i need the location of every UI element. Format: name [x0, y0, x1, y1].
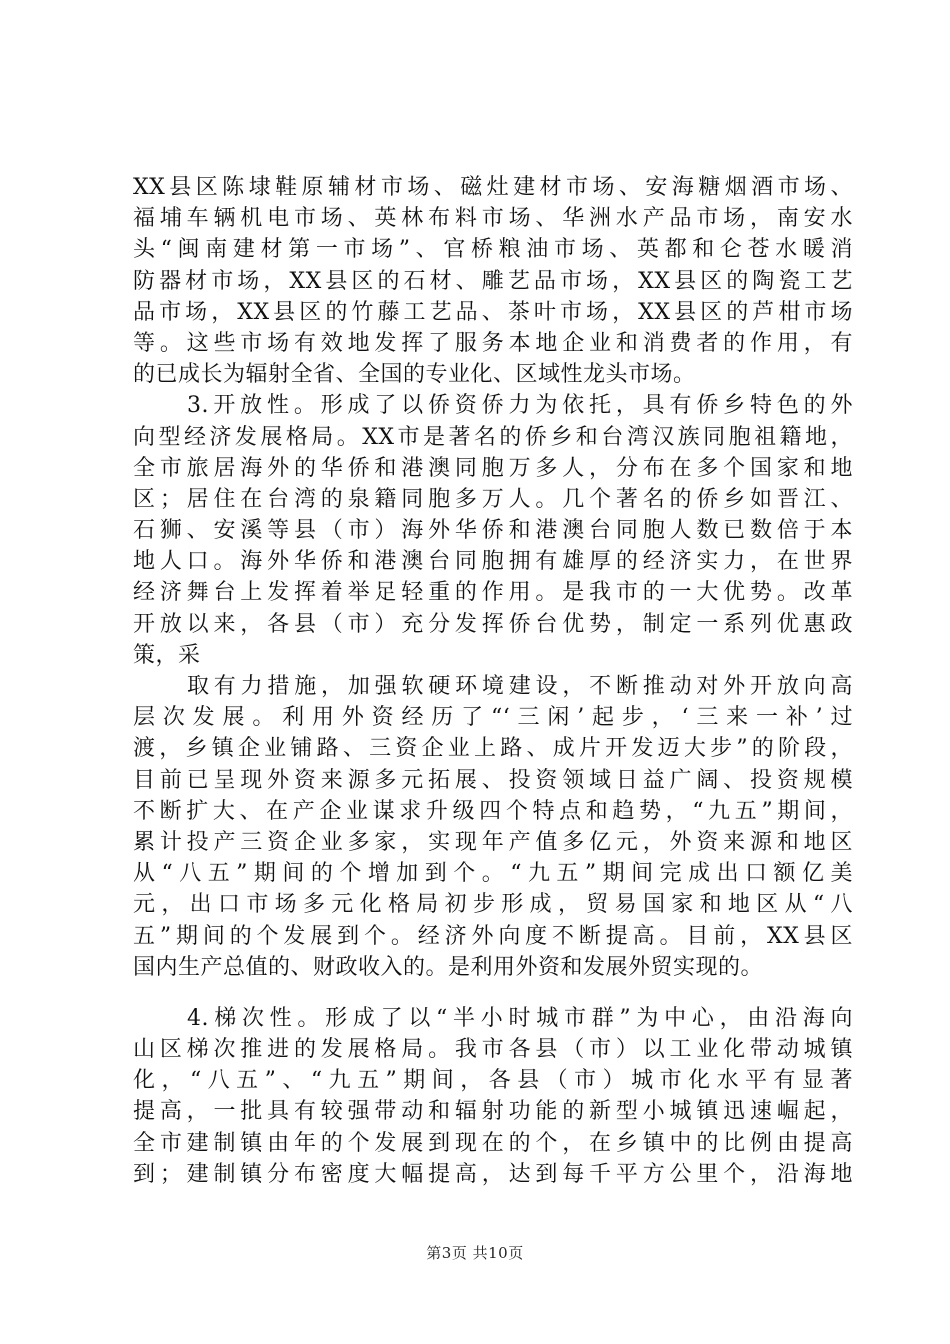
- text-line: 全市建制镇由年的个发展到现在的个，在乡镇中的比例由提高: [133, 1130, 853, 1156]
- text-line: 策，采: [133, 642, 201, 668]
- text-line: 层次发展。利用外资经历了“‘三闲’起步，‘三来一补’过: [133, 705, 853, 731]
- text-line: 国内生产总值的、财政收入的。是利用外资和发展外贸实现的。: [133, 954, 764, 980]
- document-body: [133, 172, 853, 1190]
- text-line: 提高，一批具有较强带动和辐射功能的新型小城镇迅速崛起，: [133, 1099, 853, 1125]
- paragraph: [133, 172, 853, 390]
- text-line: 防器材市场，XX县区的石材、雕艺品市场，XX县区的陶瓷工艺: [133, 268, 853, 294]
- text-line: 向型经济发展格局。XX市是著名的侨乡和台湾汉族同胞祖籍地，: [133, 424, 853, 450]
- text-line: 到；建制镇分布密度大幅提高，达到每千平方公里个，沿海地: [133, 1161, 853, 1187]
- text-line: 品市场，XX县区的竹藤工艺品、茶叶市场，XX县区的芦柑市场: [133, 299, 853, 325]
- text-line: 渡，乡镇企业铺路、三资企业上路、成片开发迈大步”的阶段，: [133, 736, 853, 762]
- text-line: 的已成长为辐射全省、全国的专业化、区域性龙头市场。: [133, 362, 696, 388]
- paragraph: [133, 1003, 853, 1190]
- text-line: 目前已呈现外资来源多元拓展、投资领域日益广阔、投资规模: [133, 767, 853, 793]
- text-line: 4.梯次性。形成了以“半小时城市群”为中心，由沿海向: [187, 1005, 853, 1031]
- text-line: 经济舞台上发挥着举足轻重的作用。是我市的一大优势。改革: [133, 580, 853, 606]
- text-line: 区；居住在台湾的泉籍同胞多万人。几个著名的侨乡如晋江、: [133, 486, 853, 512]
- text-line: 五”期间的个发展到个。经济外向度不断提高。目前，XX县区: [133, 923, 853, 949]
- text-line: 石狮、安溪等县（市）海外华侨和港澳台同胞人数已数倍于本: [133, 518, 853, 544]
- text-line: 化，“八五”、“九五”期间，各县（市）城市化水平有显著: [133, 1068, 853, 1094]
- text-line: 福埔车辆机电市场、英林布料市场、华洲水产品市场，南安水: [133, 206, 853, 232]
- text-line: 头“闽南建材第一市场”、官桥粮油市场、英都和仑苍水暖消: [133, 237, 853, 263]
- text-line: 开放以来，各县（市）充分发挥侨台优势，制定一系列优惠政: [133, 611, 853, 637]
- text-line: 取有力措施，加强软硬环境建设，不断推动对外开放向高: [187, 674, 853, 699]
- paragraph: [133, 671, 853, 983]
- text-line: 地人口。海外华侨和港澳台同胞拥有雄厚的经济实力，在世界: [133, 549, 853, 575]
- text-line: 3.开放性。形成了以侨资侨力为依托，具有侨乡特色的外: [187, 393, 853, 419]
- text-line: 等。这些市场有效地发挥了服务本地企业和消费者的作用，有: [133, 330, 853, 356]
- text-line: 元，出口市场多元化格局初步形成，贸易国家和地区从“八: [133, 892, 853, 918]
- paragraph-spacer: [133, 983, 853, 1003]
- text-line: 不断扩大、在产企业谋求升级四个特点和趋势，“九五”期间，: [133, 798, 853, 824]
- text-line: 累计投产三资企业多家，实现年产值多亿元，外资来源和地区: [133, 829, 853, 855]
- page-number-footer: 第3页 共10页: [426, 1244, 524, 1262]
- paragraph: [133, 390, 853, 671]
- text-line: XX县区陈埭鞋原辅材市场、磁灶建材市场、安海糖烟酒市场、: [133, 175, 853, 200]
- text-line: 从“八五”期间的个增加到个。“九五”期间完成出口额亿美: [133, 861, 853, 887]
- text-line: 山区梯次推进的发展格局。我市各县（市）以工业化带动城镇: [133, 1037, 853, 1063]
- text-line: 全市旅居海外的华侨和港澳同胞万多人，分布在多个国家和地: [133, 455, 853, 481]
